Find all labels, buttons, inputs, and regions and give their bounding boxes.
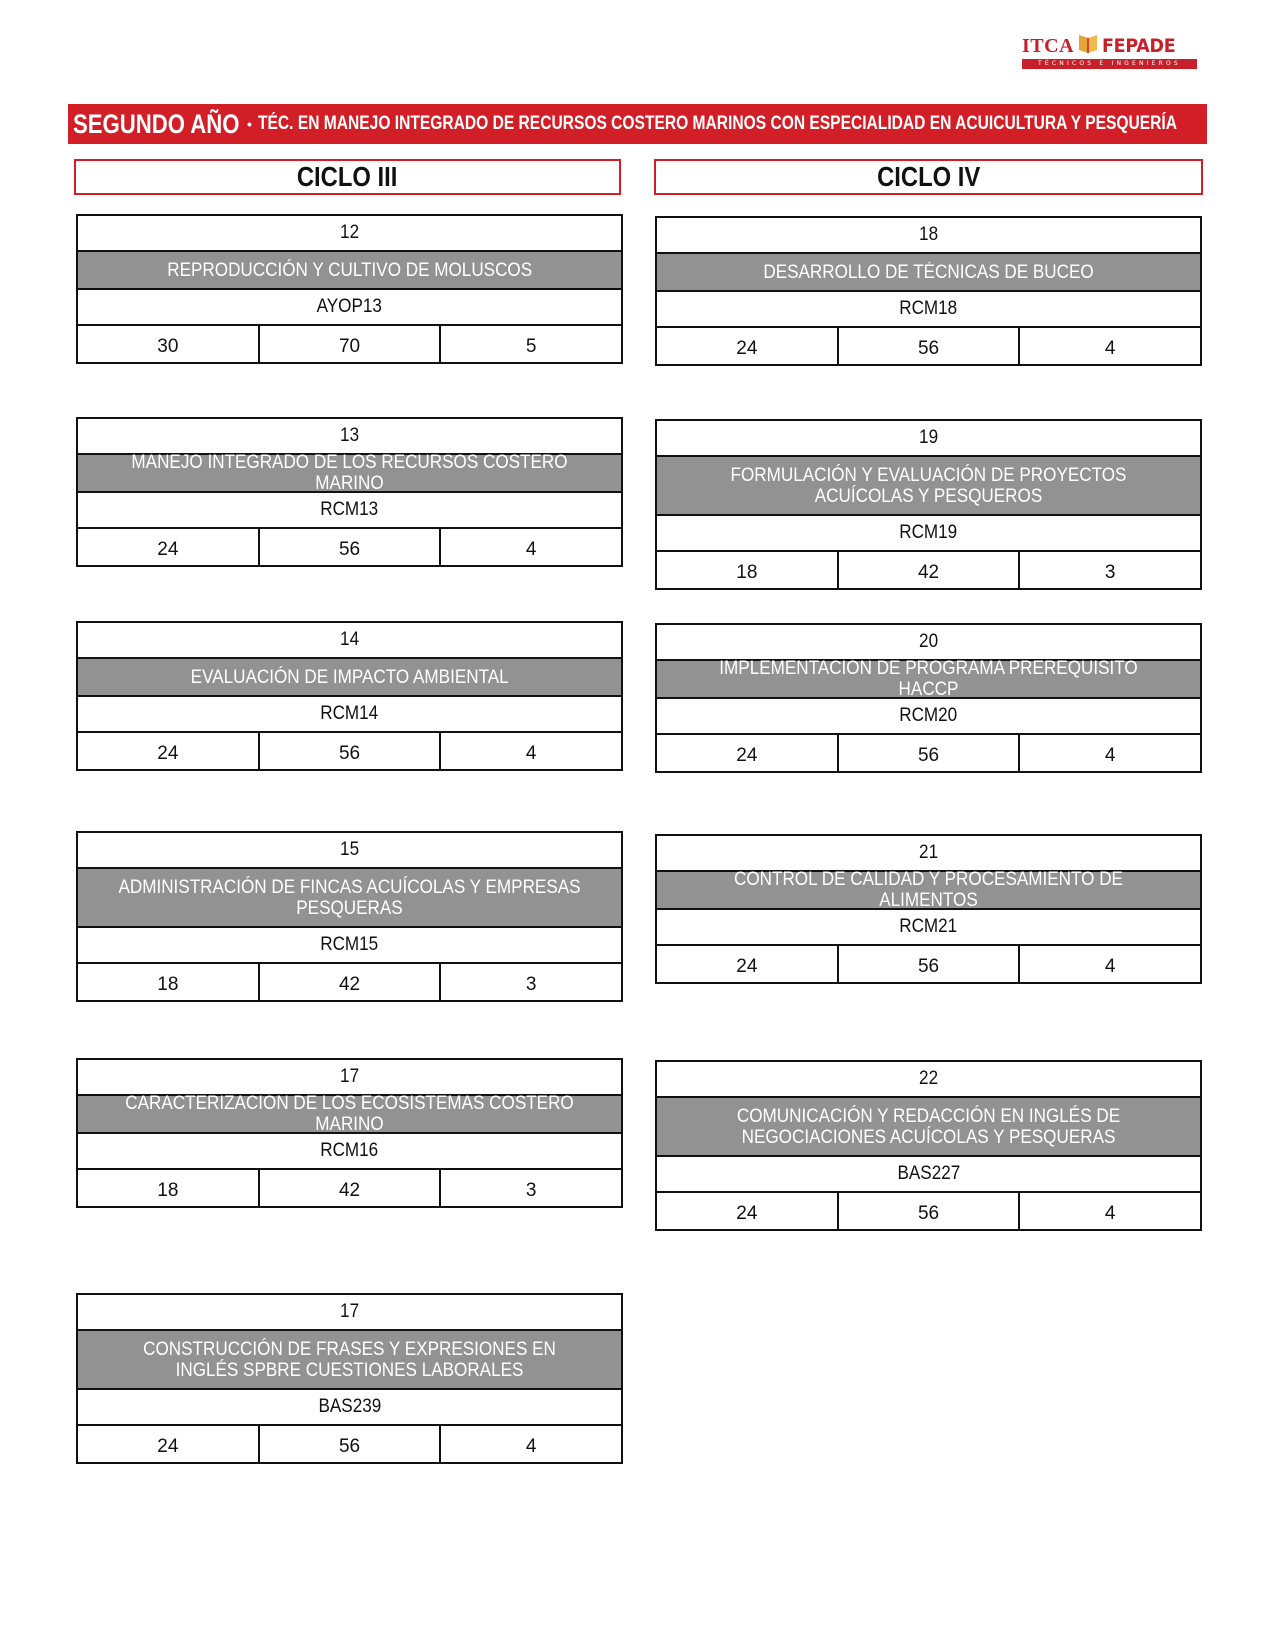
hours-2: 56	[260, 1426, 442, 1462]
course-hours	[657, 1193, 1200, 1229]
course-number: 15	[78, 833, 621, 869]
course-name: CONTROL DE CALIDAD Y PROCESAMIENTO DE ALIMENTOS	[657, 872, 1200, 910]
course-code: RCM16	[78, 1134, 621, 1170]
course-number: 17	[78, 1295, 621, 1331]
course-card	[76, 621, 623, 771]
hours-1: 18	[657, 552, 839, 588]
course-name: CONSTRUCCIÓN DE FRASES Y EXPRESIONES EN INGLÉS SPBRE CUESTIONES LABORALES	[78, 1331, 621, 1390]
hours-1: 24	[657, 1193, 839, 1229]
course-card	[76, 831, 623, 1002]
course-name: CARACTERIZACIÓN DE LOS ECOSISTEMAS COSTERO MARINO	[78, 1096, 621, 1134]
hours-1: 24	[657, 735, 839, 771]
course-code: RCM19	[657, 516, 1200, 552]
course-name: IMPLEMENTACIÓN DE PROGRAMA PREREQUISITO HACCP	[657, 661, 1200, 699]
cycle-3-header	[74, 159, 621, 195]
course-code: BAS227	[657, 1157, 1200, 1193]
cycle-3-title: CICLO III	[297, 161, 398, 192]
banner-separator: •	[247, 116, 252, 132]
course-name: MANEJO INTEGRADO DE LOS RECURSOS COSTERO MARINO	[78, 455, 621, 493]
course-code: RCM18	[657, 292, 1200, 328]
course-code: AYOP13	[78, 290, 621, 326]
hours-1: 18	[78, 964, 260, 1000]
hours-3: 4	[1104, 745, 1116, 766]
course-card	[655, 419, 1202, 590]
book-icon	[1077, 34, 1099, 59]
course-number: 17	[78, 1060, 621, 1096]
course-hours	[657, 735, 1200, 771]
hours-3: 3	[1104, 562, 1116, 583]
hours-3: 4	[525, 539, 537, 560]
cycle-4-header	[654, 159, 1203, 195]
hours-2: 42	[839, 552, 1021, 588]
course-card	[655, 216, 1202, 366]
itca-fepade-logo	[1022, 34, 1197, 68]
hours-2: 56	[839, 735, 1021, 771]
cycle-4-title: CICLO IV	[876, 161, 981, 192]
course-name: COMUNICACIÓN Y REDACCIÓN EN INGLÉS DE NEGOCIACIONES ACUÍCOLAS Y PESQUERAS	[657, 1098, 1200, 1157]
course-hours	[78, 1170, 621, 1206]
hours-2: 42	[260, 1170, 442, 1206]
course-number: 14	[78, 623, 621, 659]
logo-itca-text: ITCA	[1022, 34, 1075, 57]
hours-2: 70	[260, 326, 442, 362]
hours-3: 3	[525, 1180, 537, 1201]
course-number: 13	[78, 419, 621, 455]
course-name: DESARROLLO DE TÉCNICAS DE BUCEO	[657, 254, 1200, 292]
hours-1: 30	[78, 326, 260, 362]
program-banner	[68, 104, 1207, 144]
hours-2: 42	[260, 964, 442, 1000]
hours-3: 4	[525, 743, 537, 764]
hours-1: 24	[78, 529, 260, 565]
course-card	[76, 417, 623, 567]
logo-subtitle: TÉCNICOS E INGENIEROS	[1022, 59, 1197, 69]
course-number: 21	[657, 836, 1200, 872]
course-hours	[78, 733, 621, 769]
course-code: RCM20	[657, 699, 1200, 735]
hours-2: 56	[260, 733, 442, 769]
hours-1: 18	[78, 1170, 260, 1206]
course-name: ADMINISTRACIÓN DE FINCAS ACUÍCOLAS Y EMPRESAS PESQUERAS	[78, 869, 621, 928]
course-number: 12	[78, 216, 621, 252]
course-name: REPRODUCCIÓN Y CULTIVO DE MOLUSCOS	[78, 252, 621, 290]
course-code: RCM13	[78, 493, 621, 529]
hours-3: 3	[525, 974, 537, 995]
logo-fepade-text: FEPADE	[1102, 35, 1176, 57]
career-title: TÉC. EN MANEJO INTEGRADO DE RECURSOS COSTERO MARINOS CON ESPECIALIDAD EN ACUICULTURA Y PESQUERÍA	[257, 113, 1177, 134]
course-code: BAS239	[78, 1390, 621, 1426]
course-hours	[657, 552, 1200, 588]
course-card	[655, 623, 1202, 773]
course-card	[655, 1060, 1202, 1231]
course-code: RCM15	[78, 928, 621, 964]
hours-3: 5	[525, 336, 537, 357]
course-name: EVALUACIÓN DE IMPACTO AMBIENTAL	[78, 659, 621, 697]
hours-2: 56	[260, 529, 442, 565]
course-hours	[78, 964, 621, 1000]
course-hours	[657, 328, 1200, 364]
year-title: SEGUNDO AÑO	[73, 108, 240, 139]
course-number: 20	[657, 625, 1200, 661]
hours-2: 56	[839, 328, 1021, 364]
hours-1: 24	[657, 946, 839, 982]
course-name: FORMULACIÓN Y EVALUACIÓN DE PROYECTOS ACUÍCOLAS Y PESQUEROS	[657, 457, 1200, 516]
course-card	[76, 214, 623, 364]
course-hours	[657, 946, 1200, 982]
course-code: RCM21	[657, 910, 1200, 946]
course-card	[76, 1058, 623, 1208]
course-card	[76, 1293, 623, 1464]
hours-3: 4	[1104, 1203, 1116, 1224]
hours-1: 24	[657, 328, 839, 364]
hours-1: 24	[78, 733, 260, 769]
course-number: 22	[657, 1062, 1200, 1098]
course-code: RCM14	[78, 697, 621, 733]
hours-3: 4	[1104, 338, 1116, 359]
hours-1: 24	[78, 1426, 260, 1462]
course-number: 19	[657, 421, 1200, 457]
course-hours	[78, 1426, 621, 1462]
course-number: 18	[657, 218, 1200, 254]
course-card	[655, 834, 1202, 984]
course-hours	[78, 326, 621, 362]
hours-3: 4	[1104, 956, 1116, 977]
hours-3: 4	[525, 1436, 537, 1457]
hours-2: 56	[839, 946, 1021, 982]
hours-2: 56	[839, 1193, 1021, 1229]
course-hours	[78, 529, 621, 565]
